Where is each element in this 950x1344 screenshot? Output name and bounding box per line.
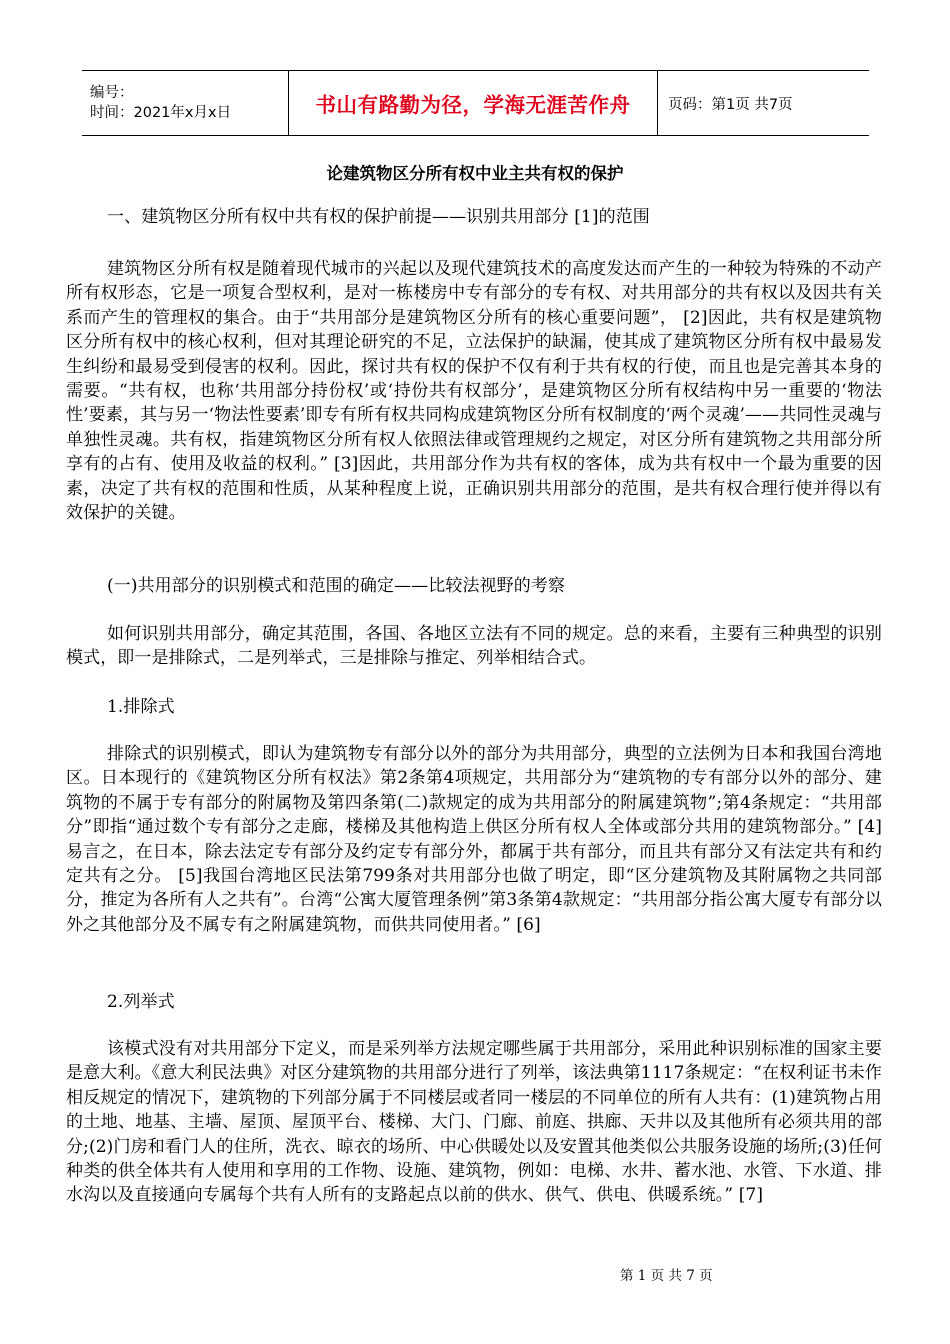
header-page-cell	[658, 71, 869, 135]
paragraph: 该模式没有对共用部分下定义，而是采列举方法规定哪些属于共用部分，采用此种识别标准的国家主要是意大利。《意大利民法典》对区分建筑物的共用部分进行了列举，该法典第1117条规定：“在权利证书未作相反规定的情况下，建筑物的下列部分属于不同楼层或者同一楼层的不同单位的所有人共有：(1)建筑物占用的土地、地基、主墙、屋顶、屋顶平台、楼梯、大门、门廊、前庭、拱廊、天井以及其他所有必须共用的部分;(2)门房和看门人的住所，洗衣、晾衣的场所、中心供暖处以及安置其他类似公共服务设施的场所;(3)任何种类的供全体共有人使用和享用的工作物、设施、建筑物，例如：电梯、水井、蓄水池、水管、下水道、排水沟以及直接通向专属每个共有人所有的支路起点以前的供水、供气、供电、供暖系统。” [7]	[66, 1039, 882, 1206]
document-title: 论建筑物区分所有权中业主共有权的保护	[326, 164, 624, 183]
paragraph: 建筑物区分所有权是随着现代城市的兴起以及现代建筑技术的高度发达而产生的一种较为特殊的不动产所有权形态，它是一项复合型权利，是对一栋楼房中专有部分的专有权、对共用部分的共有权以及因共有关系而产生的管理权的集合。由于“共用部分是建筑物区分所有的核心重要问题”， [2]因此，共有权是建筑物区分所有权中的核心权利，但对其理论研究的不足，立法保护的缺漏，使其成了建筑物区分所有权中最易发生纠纷和最易受到侵害的权利。因此，探讨共有权的保护不仅有利于共有权的行使，而且也是完善其本身的需要。“共有权，也称‘共用部分持份权’或‘持份共有权部分’，是建筑物区分所有权结构中另一重要的‘物法性’要素，其与另一‘物法性要素’即专有所有权共同构成建筑物区分所有权制度的‘两个灵魂’——共同性灵魂与单独性灵魂。共有权，指建筑物区分所有权人依照法律或管理规约之规定，对区分所有建筑物之共用部分所享有的占有、使用及收益的权利。” [3]因此，共用部分作为共有权的客体，成为共有权中一个最为重要的因素，决定了共有权的范围和性质，从某种程度上说，正确识别共用部分的范围，是共有权合理行使并得以有效保护的关键。	[66, 259, 882, 524]
paragraph: 如何识别共用部分，确定其范围，各国、各地区立法有不同的规定。总的来看，主要有三种典型的识别模式，即一是排除式，二是列举式，三是排除与推定、列举相结合式。	[66, 624, 882, 669]
page-footer: 第 1 页 共 7 页	[620, 1268, 713, 1284]
subsection-heading: 1.排除式	[107, 697, 175, 717]
motto-text: 书山有路勤为径，学海无涯苦作舟	[315, 93, 631, 117]
header-motto-cell	[288, 71, 658, 135]
header-meta	[82, 71, 288, 135]
section-heading: 一、建筑物区分所有权中共有权的保护前提——识别共用部分 [1]的范围	[107, 207, 650, 227]
subsection-heading: (一)共用部分的识别模式和范围的确定——比较法视野的考察	[107, 576, 566, 596]
header-table	[82, 70, 869, 136]
page-info: 页码：第1页 共7页	[668, 96, 793, 113]
time-label: 时间：2021年x月x日	[90, 105, 232, 121]
subsection-heading: 2.列举式	[107, 992, 175, 1012]
number-label: 编号：	[90, 85, 134, 101]
paragraph: 排除式的识别模式，即认为建筑物专有部分以外的部分为共用部分，典型的立法例为日本和我国台湾地区。日本现行的《建筑物区分所有权法》第2条第4项规定，共用部分为“建筑物的专有部分以外的部分、建筑物的不属于专有部分的附属物及第四条第(二)款规定的成为共用部分的附属建筑物”;第4条规定：“共用部分”即指“通过数个专有部分之走廊，楼梯及其他构造上供区分所有权人全体或部分共用的建筑物部分。” [4]易言之，在日本，除去法定专有部分及约定专有部分外，都属于共有部分，而且共有部分又有法定共有和约定共有之分。 [5]我国台湾地区民法第799条对共用部分也做了明定，即“区分建筑物及其附属物之共同部分，推定为各所有人之共有”。台湾“公寓大厦管理条例”第3条第4款规定：“共用部分指公寓大厦专有部分以外之其他部分及不属专有之附属建筑物，而供共同使用者。” [6]	[66, 744, 882, 935]
